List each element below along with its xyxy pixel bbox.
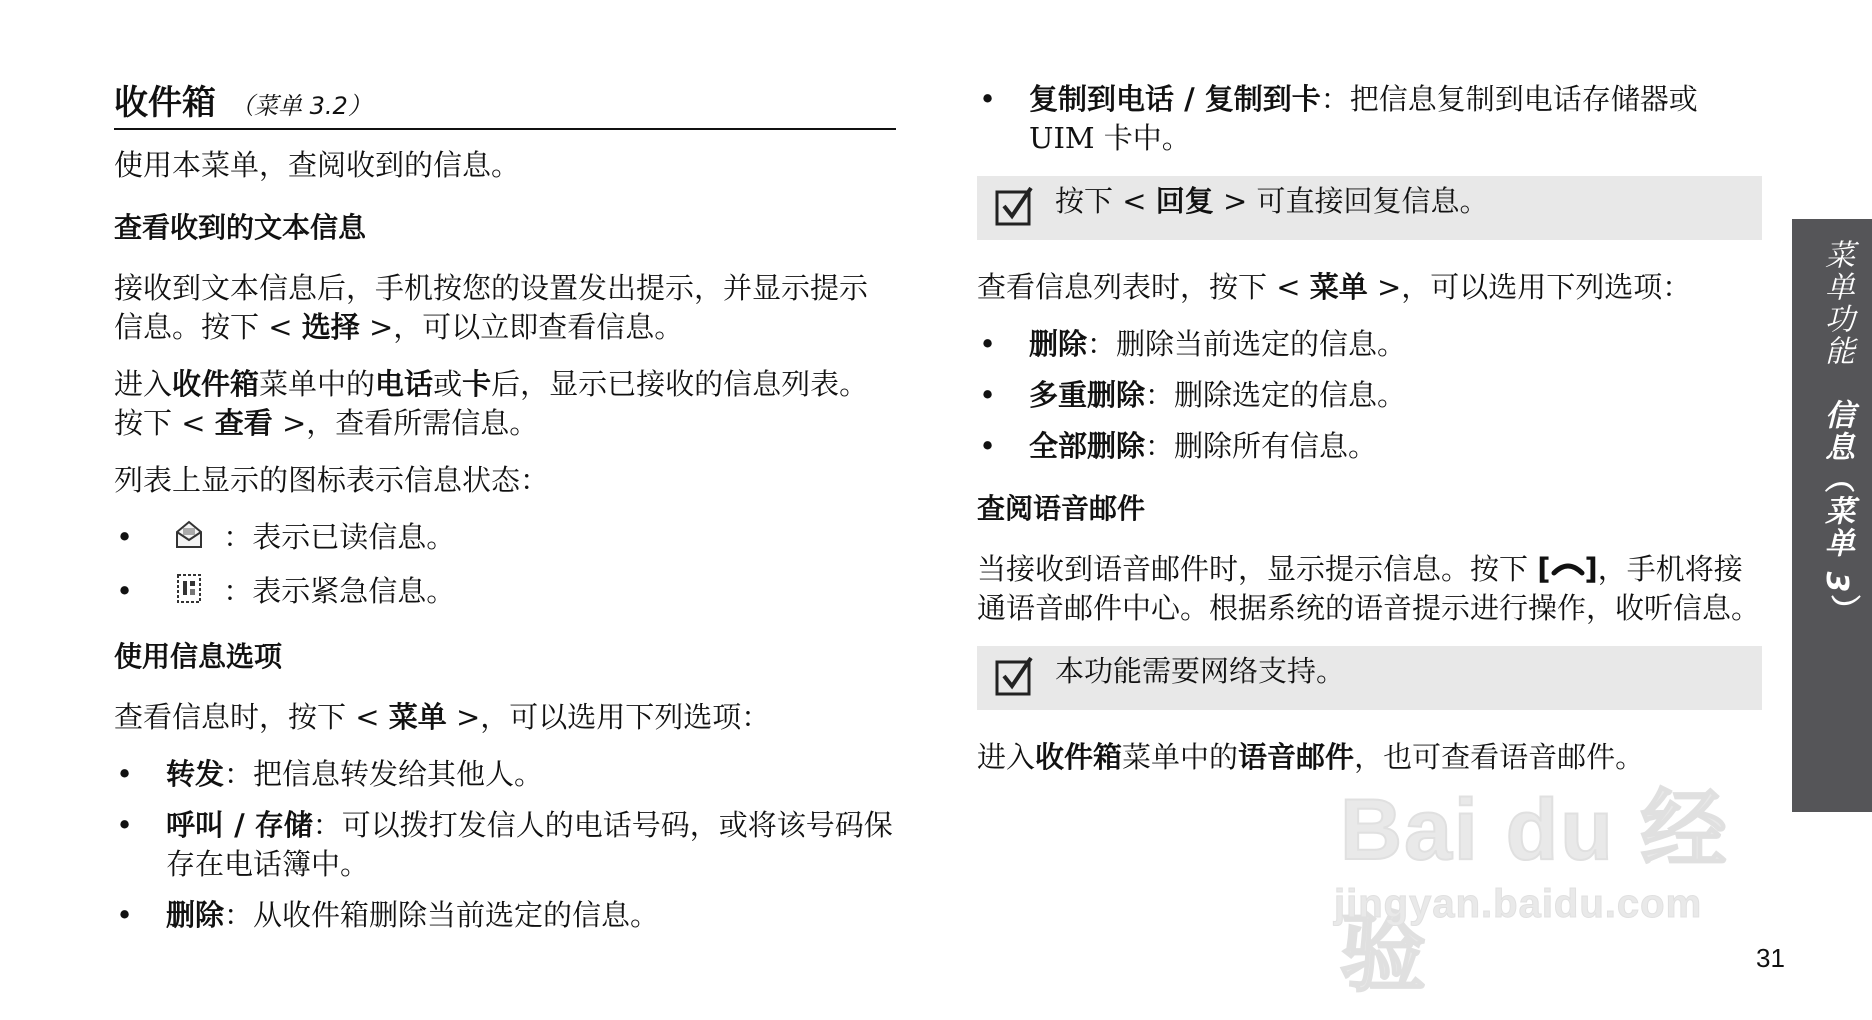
watermark-logo: Bai du 经验 bbox=[1340, 782, 1729, 1002]
view-text-para: 接收到文本信息后，手机按您的设置发出提示，并显示提示信息。按下 < 选择 >，可以立即查看信息。 bbox=[114, 271, 869, 344]
note-box: 本功能需要网络支持。 bbox=[977, 646, 1762, 710]
page-title: 收件箱 bbox=[114, 83, 216, 123]
options-para: 查看信息时，按下 < 菜单 >，可以选用下列选项： bbox=[114, 700, 771, 734]
watermark-url: jingyan.baidu.com bbox=[1334, 882, 1703, 926]
icon-legend-intro: 列表上显示的图标表示信息状态： bbox=[114, 463, 550, 497]
checkbox-icon bbox=[995, 186, 1035, 236]
section-title-row bbox=[114, 80, 896, 130]
read-envelope-icon bbox=[174, 518, 204, 560]
heading-message-options: 使用信息选项 bbox=[114, 640, 283, 673]
inbox-para: 进入收件箱菜单中的电话或卡后，显示已接收的信息列表。按下 < 查看 >，查看所需信息。 bbox=[114, 367, 869, 440]
urgent-message-icon bbox=[174, 572, 204, 614]
side-tab-chapter: 菜单功能 bbox=[1819, 239, 1854, 367]
voicemail-inbox-para: 进入收件箱菜单中的语音邮件，也可查看语音邮件。 bbox=[977, 740, 1645, 774]
list-item: • ：表示紧急信息。 bbox=[114, 572, 896, 614]
call-key-icon bbox=[1551, 552, 1585, 586]
list-item: • 复制到电话 / 复制到卡：把信息复制到电话存储器或 UIM 卡中。 bbox=[979, 82, 1698, 155]
list-item: • 删除：删除当前选定的信息。 bbox=[979, 327, 1407, 361]
list-item: • 呼叫 / 存储：可以拨打发信人的电话号码，或将该号码保存在电话簿中。 bbox=[116, 808, 893, 881]
left-column bbox=[114, 80, 896, 947]
right-column bbox=[977, 80, 1762, 795]
list-item: • 删除：从收件箱删除当前选定的信息。 bbox=[116, 898, 660, 932]
side-tab-section: 信息（菜单 3） bbox=[1819, 399, 1854, 627]
page-number: 31 bbox=[1756, 943, 1785, 973]
list-item: • 转发：把信息转发给其他人。 bbox=[116, 757, 544, 791]
list-options-para: 查看信息列表时，按下 < 菜单 >，可以选用下列选项： bbox=[977, 270, 1692, 304]
note-box: 按下 < 回复 > 可直接回复信息。 bbox=[977, 176, 1762, 240]
list-item: • 全部删除：删除所有信息。 bbox=[979, 429, 1378, 463]
list-item: • ：表示已读信息。 bbox=[114, 518, 896, 560]
chapter-side-tab bbox=[1792, 219, 1872, 812]
heading-view-text: 查看收到的文本信息 bbox=[114, 211, 367, 244]
checkbox-icon bbox=[995, 656, 1035, 706]
intro-text: 使用本菜单，查阅收到的信息。 bbox=[114, 148, 521, 182]
menu-number: （菜单 3.2） bbox=[230, 92, 372, 120]
heading-voicemail: 查阅语音邮件 bbox=[977, 492, 1146, 525]
voicemail-para: 当接收到语音邮件时，显示提示信息。按下 [ ]，手机将接通语音邮件中心。根据系统的语音提示进行操作，收听信息。 bbox=[977, 552, 1761, 625]
list-item: • 多重删除：删除选定的信息。 bbox=[979, 378, 1407, 412]
